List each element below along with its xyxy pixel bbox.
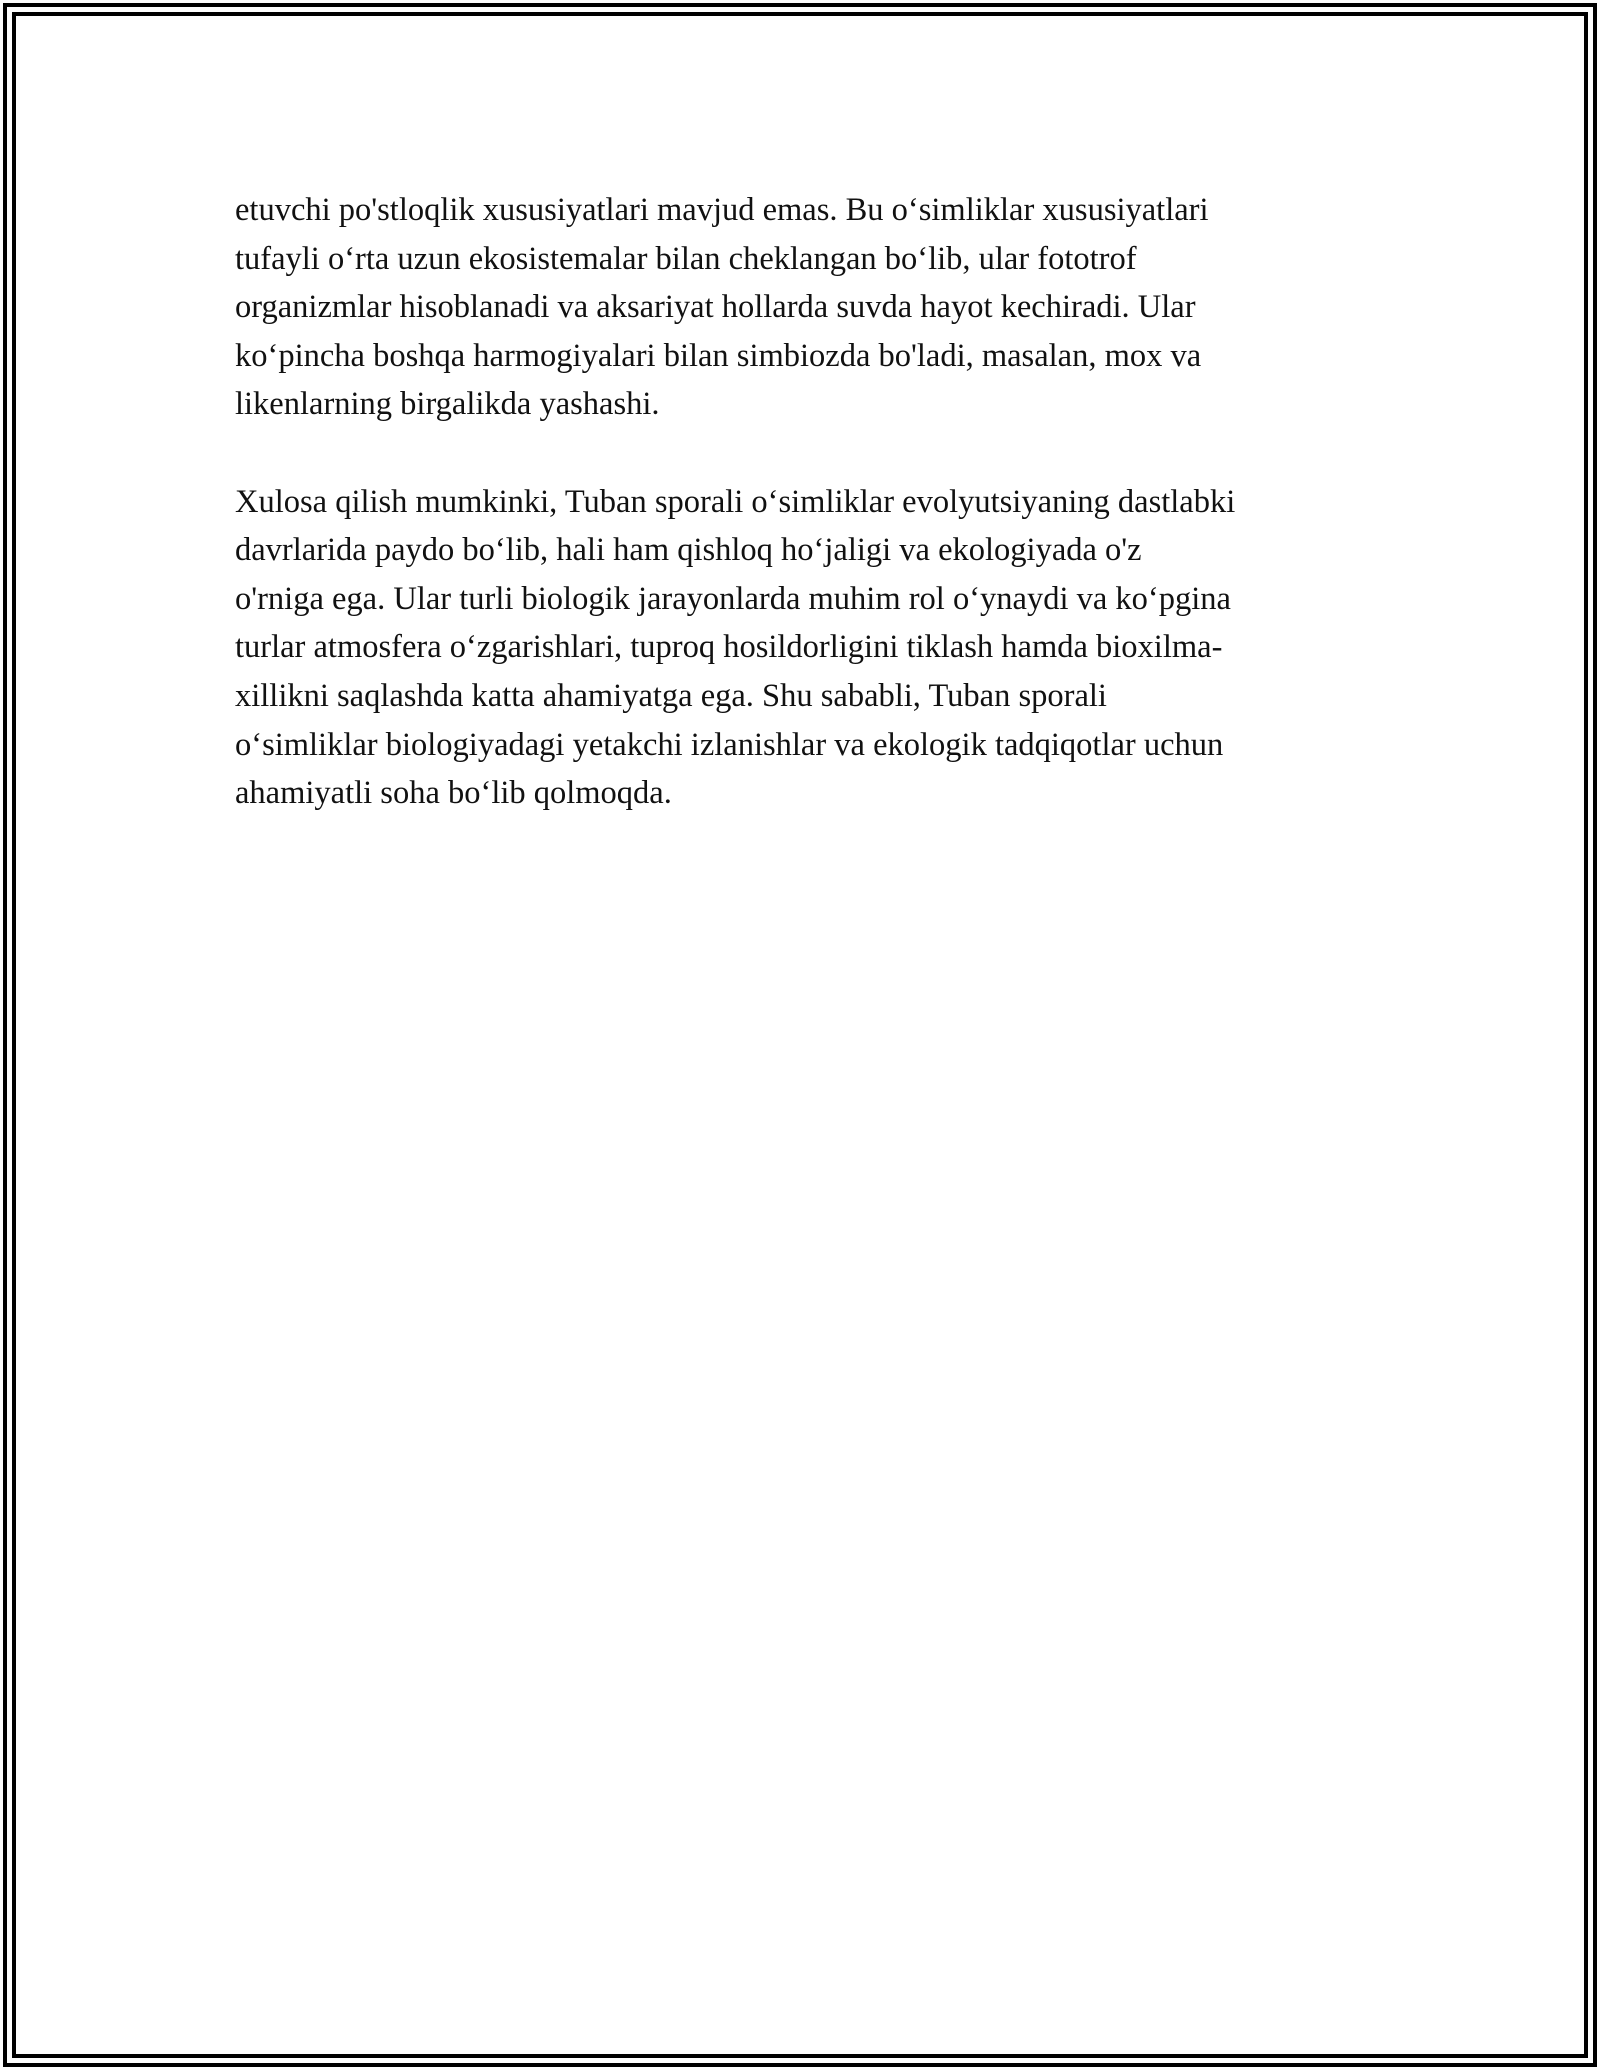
text-line: o‘simliklar biologiyadagi yetakchi izlanishlar va ekologik tadqiqotlar uchun <box>235 726 1224 763</box>
text-line: ahamiyatli soha bo‘lib qolmoqda. <box>235 775 672 812</box>
text-line: davrlarida paydo bo‘lib, hali ham qishloq ho‘jaligi va ekologiyada o'z <box>235 532 1142 569</box>
text-line: organizmlar hisoblanadi va aksariyat hollarda suvda hayot kechiradi. Ular <box>235 289 1196 326</box>
paragraph-1 <box>235 186 1375 429</box>
text-line: o'rniga ega. Ular turli biologik jarayonlarda muhim rol o‘ynaydi va ko‘pgina <box>235 580 1231 617</box>
document-body <box>235 186 1375 818</box>
text-line: ko‘pincha boshqa harmogiyalari bilan simbiozda bo'ladi, masalan, mox va <box>235 337 1202 374</box>
text-line: likenlarning birgalikda yashashi. <box>235 386 660 423</box>
text-line: turlar atmosfera o‘zgarishlari, tuproq hosildorligini tiklash hamda bioxilma- <box>235 629 1223 666</box>
text-line: tufayli o‘rta uzun ekosistemalar bilan cheklangan bo‘lib, ular fototrof <box>235 240 1137 277</box>
paragraph-2 <box>235 478 1375 818</box>
text-line: xillikni saqlashda katta ahamiyatga ega. Shu sababli, Tuban sporali <box>235 677 1107 714</box>
text-line: etuvchi po'stloqlik xususiyatlari mavjud emas. Bu o‘simliklar xususiyatlari <box>235 192 1209 228</box>
text-line: Xulosa qilish mumkinki, Tuban sporali o‘simliklar evolyutsiyaning dastlabki <box>235 483 1236 520</box>
